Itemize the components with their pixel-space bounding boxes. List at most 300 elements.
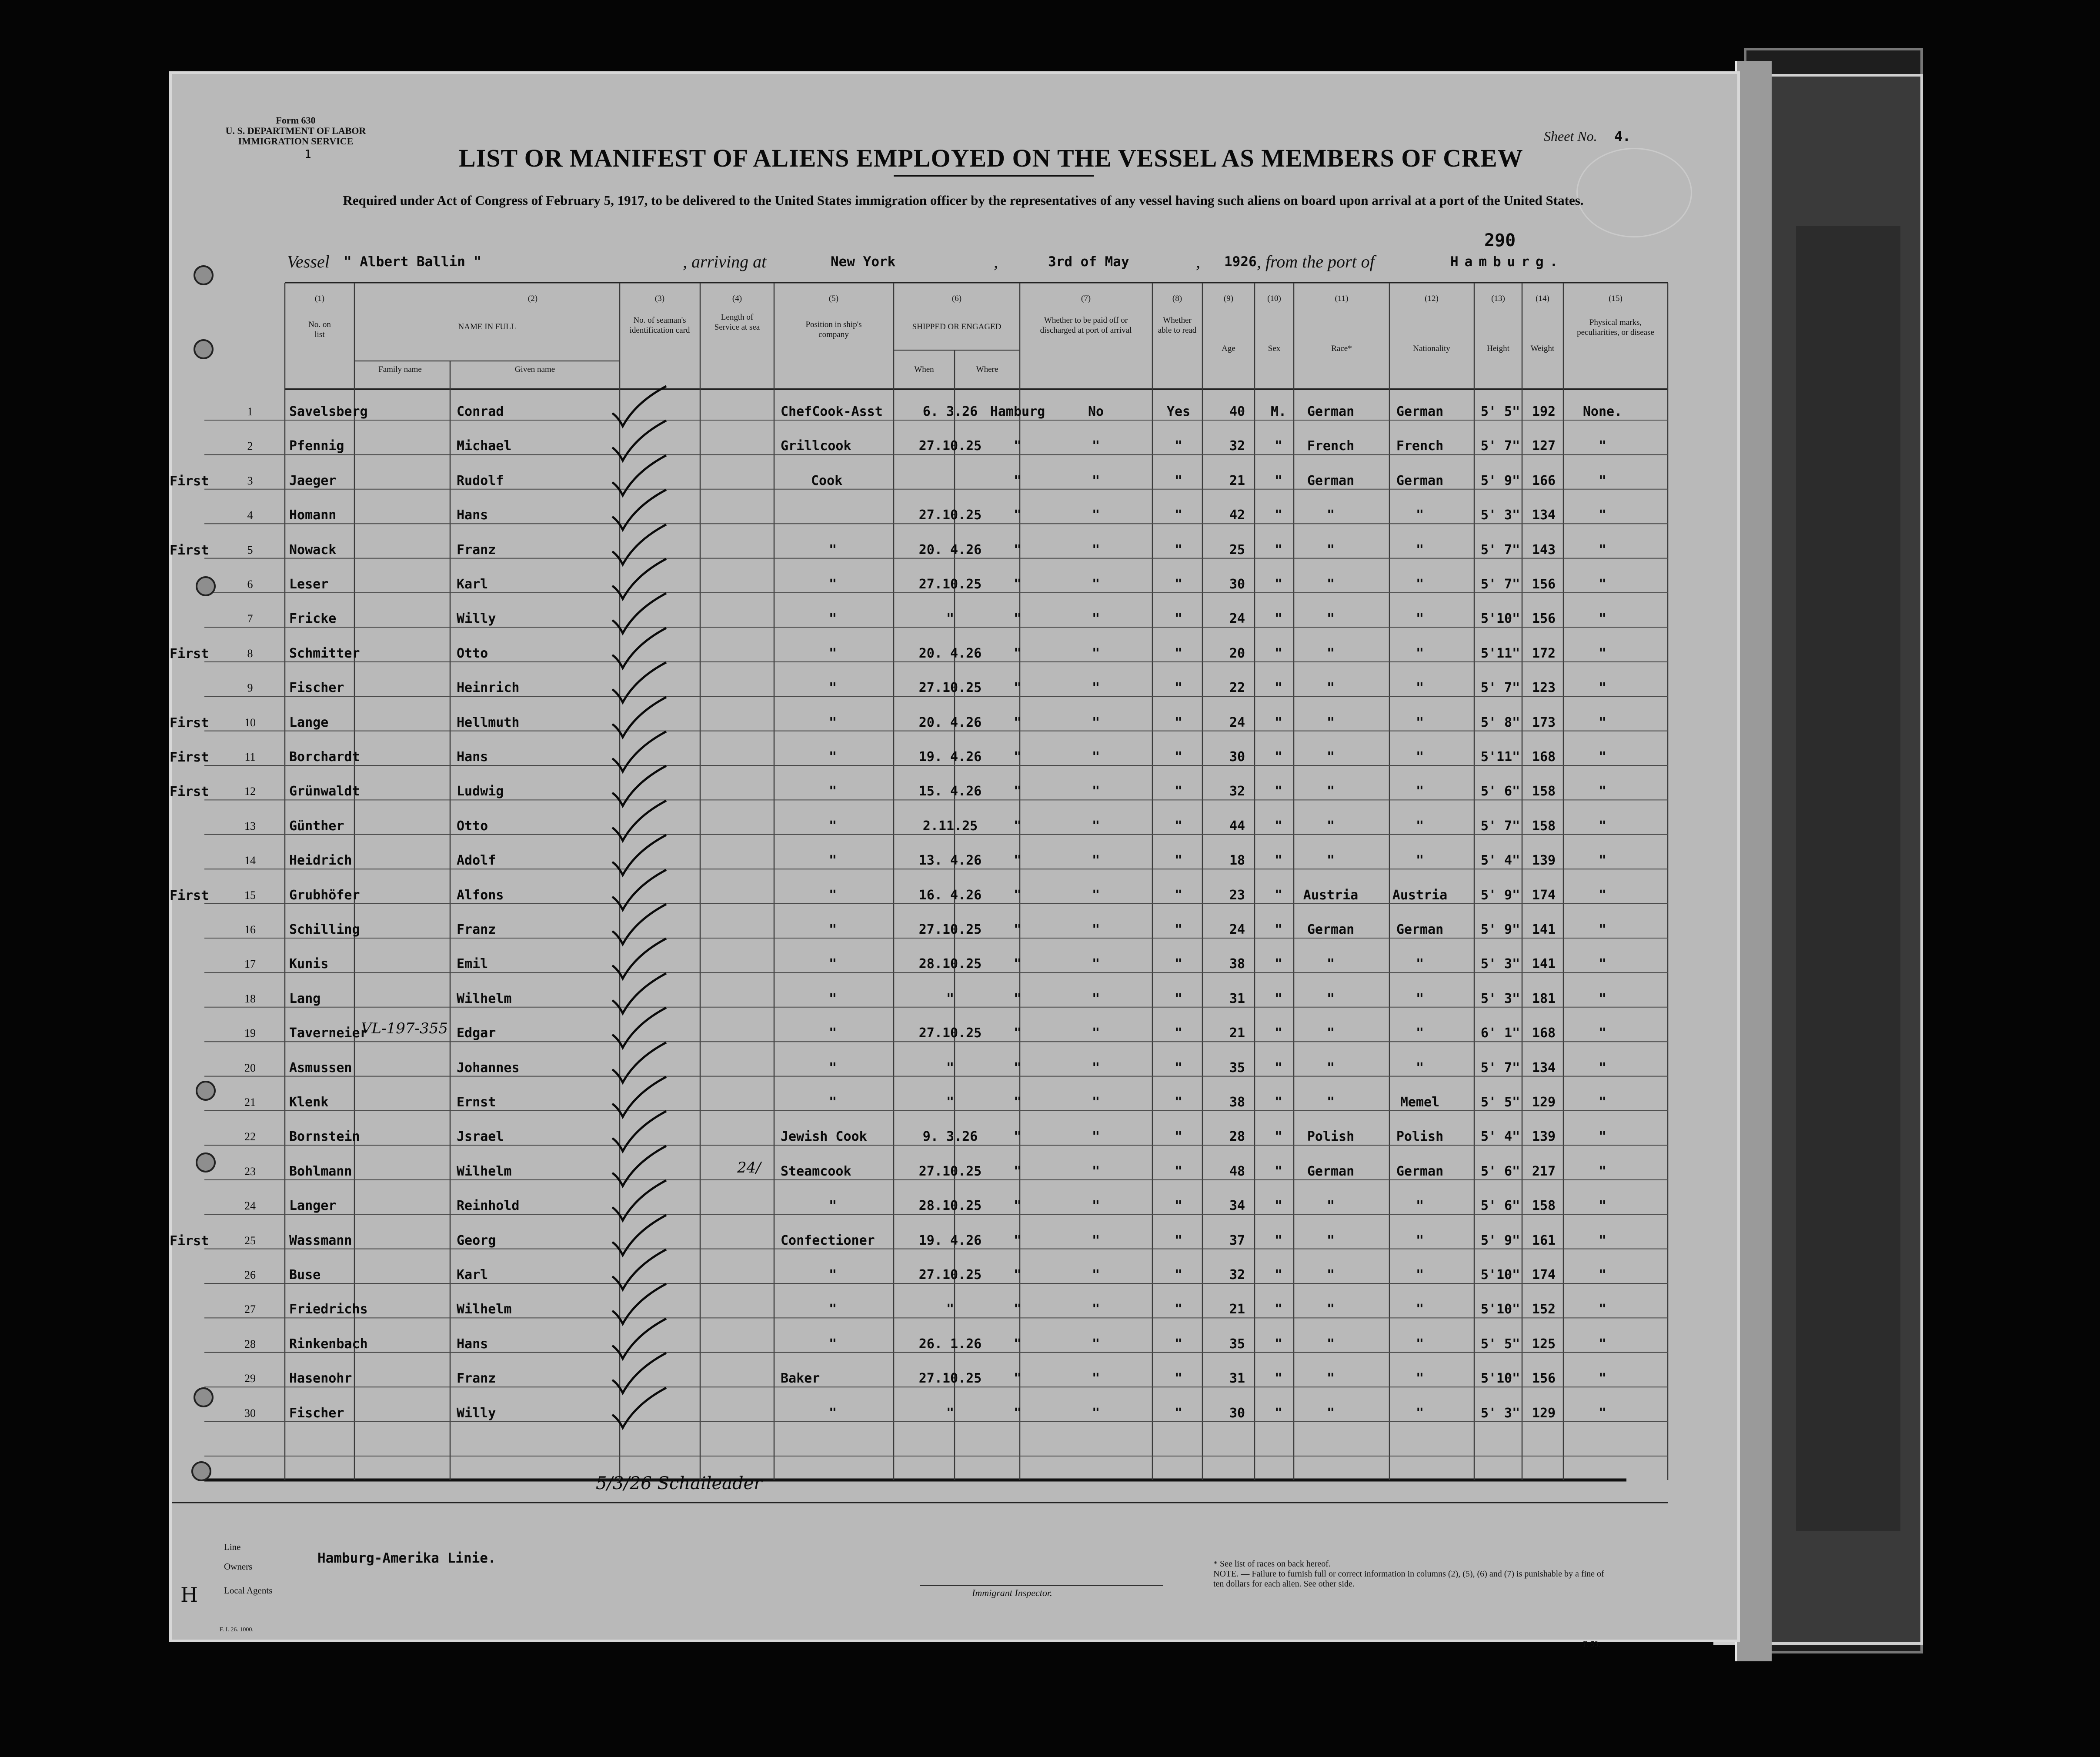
cell-height: 5' 7" (1480, 680, 1520, 696)
cell-given: Karl (457, 577, 488, 592)
cell-age: 28 (1229, 1129, 1245, 1145)
cell-race: " (1326, 1267, 1335, 1283)
binder-hole (196, 1152, 216, 1172)
cell-when: 27.10.25 (918, 438, 982, 454)
cell-read: " (1174, 784, 1183, 799)
cell-when: 27.10.25 (918, 577, 982, 592)
cell-paid: " (1092, 887, 1100, 903)
local-agents-label: Local Agents (224, 1585, 273, 1596)
cell-race: " (1326, 1025, 1335, 1041)
cell-given: Johannes (457, 1060, 520, 1076)
cell-read: " (1174, 1198, 1183, 1214)
cell-position: " (828, 542, 837, 558)
cell-no: 20 (244, 1061, 256, 1074)
cell-where: " (1013, 680, 1022, 696)
cell-given: Willy (457, 611, 496, 627)
from-label: , from the port of (1257, 252, 1375, 271)
cell-where: " (1013, 1233, 1022, 1248)
cell-where: Hamburg (990, 404, 1045, 419)
cell-family: Hasenohr (289, 1371, 352, 1386)
arrival-year: 1926 (1224, 254, 1257, 270)
cell-age: 30 (1229, 577, 1245, 592)
cell-nat: " (1416, 645, 1424, 661)
separator: , (994, 252, 998, 271)
cell-height: 5'10" (1480, 1371, 1520, 1386)
cell-when: 27.10.25 (918, 1267, 982, 1283)
cell-race: " (1326, 645, 1335, 661)
cell-paid: " (1092, 542, 1100, 558)
cell-sex: " (1274, 749, 1283, 765)
cell-where: " (1013, 508, 1022, 523)
cell-age: 38 (1229, 956, 1245, 972)
arriving-label: , arriving at (683, 252, 767, 271)
cell-nat: German (1396, 1163, 1444, 1179)
cell-height: 5' 3" (1480, 956, 1520, 972)
manifest-page (170, 74, 1737, 1648)
cell-family: Schmitter (289, 645, 360, 661)
cell-race: " (1326, 1060, 1335, 1076)
department: U. S. DEPARTMENT OF LABOR (225, 125, 366, 136)
cell-nat: " (1416, 577, 1424, 592)
cell-position: " (828, 1405, 837, 1421)
cell-weight: 139 (1532, 853, 1556, 868)
cell-where: " (1013, 1060, 1022, 1076)
cell-height: 5' 5" (1480, 404, 1520, 419)
cell-weight: 143 (1532, 542, 1556, 558)
cell-position: " (828, 680, 837, 696)
cell-no: 22 (244, 1130, 256, 1143)
cell-read: " (1174, 1163, 1183, 1179)
cell-family: Fischer (289, 1405, 344, 1421)
cell-when: " (946, 1060, 955, 1076)
vessel-name: " Albert Ballin " (344, 254, 482, 270)
cell-where: " (1013, 1129, 1022, 1145)
cell-where: " (1013, 1371, 1022, 1386)
printer-mark: F. I. 26. 1000. (220, 1627, 254, 1633)
cell-paid: " (1092, 991, 1100, 1006)
binder-hole (196, 576, 216, 596)
cell-race: Austria (1303, 887, 1359, 903)
cell-given: Alfons (457, 887, 504, 903)
corner-mark: 1 (304, 148, 311, 161)
cell-position: " (828, 1302, 837, 1317)
line-label: Line (224, 1542, 241, 1552)
cell-age: 38 (1229, 1095, 1245, 1110)
stamp-number: 290 (1484, 230, 1516, 251)
cell-given: Jsrael (457, 1129, 504, 1145)
cell-weight: 156 (1532, 611, 1556, 627)
cell-weight: 127 (1532, 438, 1556, 454)
cell-where: " (1013, 1302, 1022, 1317)
cell-sex: " (1274, 818, 1283, 834)
cell-read: " (1174, 645, 1183, 661)
margin-note: First (170, 888, 209, 903)
cell-when: 2.11.25 (922, 818, 978, 834)
cell-given: Michael (457, 438, 512, 454)
cell-sex: " (1274, 784, 1283, 799)
cell-race: " (1326, 749, 1335, 765)
cell-where: " (1013, 473, 1022, 488)
cell-race: " (1326, 715, 1335, 730)
cell-nat: German (1396, 473, 1444, 488)
cell-read: " (1174, 1025, 1183, 1041)
header-where: Where (976, 365, 998, 374)
cell-no: 29 (244, 1372, 256, 1385)
form-code: F. 53. (1583, 1640, 1601, 1648)
cell-sex: " (1274, 1025, 1283, 1041)
cell-sex: M. (1270, 404, 1287, 419)
cell-position: " (828, 577, 837, 592)
cell-race: " (1326, 818, 1335, 834)
checkmark-icon (609, 1384, 670, 1432)
cell-age: 22 (1229, 680, 1245, 696)
cell-where: " (1013, 1405, 1022, 1421)
cell-when: " (946, 1405, 955, 1421)
cell-sex: " (1274, 1371, 1283, 1386)
binder-hole (194, 1387, 214, 1407)
cell-when: 28.10.25 (918, 956, 982, 972)
header-marks: Physical marks, peculiarities, or disease (1577, 318, 1654, 337)
margin-note: First (170, 1233, 209, 1249)
cell-sex: " (1274, 922, 1283, 937)
cell-position: " (828, 1198, 837, 1214)
cell-no: 14 (244, 854, 256, 867)
header-position: Position in ship's company (805, 320, 862, 339)
cell-paid: " (1092, 784, 1100, 799)
cell-family: Leser (289, 577, 329, 592)
cell-race: " (1326, 508, 1335, 523)
header-n5: (5) (828, 294, 839, 303)
cell-height: 5' 9" (1480, 473, 1520, 488)
cell-read: " (1174, 715, 1183, 730)
cell-marks: " (1598, 473, 1607, 488)
cell-when: 20. 4.26 (918, 645, 982, 661)
inspector-signature: 5/3/26 Schaileader (596, 1473, 762, 1493)
cell-sex: " (1274, 991, 1283, 1006)
cell-nat: " (1416, 1025, 1424, 1041)
cell-no: 3 (247, 474, 253, 487)
binder-hole (194, 265, 214, 285)
cell-given: Wilhelm (457, 1302, 512, 1317)
cell-height: 5' 6" (1480, 1163, 1520, 1179)
cell-sex: " (1274, 542, 1283, 558)
cell-nat: " (1416, 1233, 1424, 1248)
margin-note: First (170, 646, 209, 661)
cell-read: " (1174, 991, 1183, 1006)
cell-family: Klenk (289, 1095, 329, 1110)
handwritten-note: 24/ (737, 1159, 761, 1176)
cell-position: " (828, 922, 837, 937)
cell-age: 21 (1229, 1302, 1245, 1317)
cell-no: 16 (244, 923, 256, 936)
cell-marks: " (1598, 715, 1607, 730)
cell-no: 18 (244, 992, 256, 1005)
cell-where: " (1013, 1336, 1022, 1352)
cell-weight: 139 (1532, 1129, 1556, 1145)
cell-sex: " (1274, 438, 1283, 454)
inspector-signature-line (920, 1585, 1163, 1586)
cell-when: 13. 4.26 (918, 853, 982, 868)
cell-when: 9. 3.26 (922, 1129, 978, 1145)
cell-race: German (1307, 404, 1355, 419)
cell-no: 17 (244, 958, 256, 971)
cell-race: " (1326, 1302, 1335, 1317)
cell-weight: 141 (1532, 922, 1556, 937)
cell-family: Asmussen (289, 1060, 352, 1076)
cell-age: 35 (1229, 1336, 1245, 1352)
header-n6: (6) (952, 294, 962, 303)
cell-given: Karl (457, 1267, 488, 1283)
sheet-label: Sheet No. (1544, 128, 1597, 144)
cell-nat: German (1396, 922, 1444, 937)
header-n8: (8) (1172, 294, 1182, 303)
cell-race: " (1326, 1371, 1335, 1386)
cell-no: 26 (244, 1269, 256, 1281)
cell-where: " (1013, 1095, 1022, 1110)
cell-given: Willy (457, 1405, 496, 1421)
cell-marks: " (1598, 438, 1607, 454)
cell-given: Wilhelm (457, 1163, 512, 1179)
cell-given: Hans (457, 1336, 488, 1352)
cell-when: 27.10.25 (918, 922, 982, 937)
cell-when: 15. 4.26 (918, 784, 982, 799)
cell-read: " (1174, 1233, 1183, 1248)
cell-marks: " (1598, 1095, 1607, 1110)
cell-no: 5 (247, 543, 253, 556)
cell-when: " (946, 1302, 955, 1317)
cell-where: " (1013, 956, 1022, 972)
header-n10: (10) (1267, 294, 1281, 303)
cell-marks: " (1598, 1025, 1607, 1041)
cell-given: Franz (457, 922, 496, 937)
cell-age: 18 (1229, 853, 1245, 868)
header-n9: (9) (1223, 294, 1234, 303)
cell-age: 30 (1229, 749, 1245, 765)
cell-nat: Austria (1392, 887, 1448, 903)
cell-height: 5' 3" (1480, 991, 1520, 1006)
header-race: Race* (1331, 344, 1352, 353)
cell-nat: " (1416, 1060, 1424, 1076)
arrival-date: 3rd of May (1048, 254, 1129, 270)
departure-port: Hamburg. (1450, 254, 1564, 270)
header-no: No. on list (308, 320, 331, 339)
header-n4: (4) (732, 294, 742, 303)
cell-position: ChefCook-Asst (781, 404, 883, 419)
cell-read: " (1174, 818, 1183, 834)
cell-paid: " (1092, 818, 1100, 834)
cell-read: " (1174, 680, 1183, 696)
cell-race: " (1326, 680, 1335, 696)
cell-paid: " (1092, 1233, 1100, 1248)
cell-sex: " (1274, 1095, 1283, 1110)
cell-marks: " (1598, 853, 1607, 868)
cell-no: 6 (247, 578, 253, 591)
cell-marks: " (1598, 1302, 1607, 1317)
cell-race: " (1326, 853, 1335, 868)
cell-nat: " (1416, 1302, 1424, 1317)
cell-no: 1 (247, 405, 253, 418)
cell-marks: None. (1583, 404, 1623, 419)
cell-given: Ludwig (457, 784, 504, 799)
cell-weight: 168 (1532, 749, 1556, 765)
cell-given: Otto (457, 645, 488, 661)
cell-paid: " (1092, 1371, 1100, 1386)
binder-hole (191, 1461, 211, 1481)
cell-weight: 158 (1532, 1198, 1556, 1214)
cell-no: 25 (244, 1234, 256, 1247)
cell-given: Reinhold (457, 1198, 520, 1214)
cell-weight: 125 (1532, 1336, 1556, 1352)
cell-sex: " (1274, 1405, 1283, 1421)
cell-nat: " (1416, 611, 1424, 627)
cell-when: 6. 3.26 (922, 404, 978, 419)
cell-nat: Polish (1396, 1129, 1444, 1145)
cell-position: Jewish Cook (781, 1129, 867, 1145)
cell-read: " (1174, 1267, 1183, 1283)
header-family: Family name (378, 365, 422, 374)
cell-marks: " (1598, 611, 1607, 627)
cell-position: Grillcook (781, 438, 851, 454)
cell-sex: " (1274, 1198, 1283, 1214)
cell-family: Lang (289, 991, 321, 1006)
header-n15: (15) (1609, 294, 1623, 303)
cell-position: " (828, 1060, 837, 1076)
cell-race: German (1307, 473, 1355, 488)
cell-position: " (828, 784, 837, 799)
cell-sex: " (1274, 1302, 1283, 1317)
cell-position: " (828, 715, 837, 730)
header-n13: (13) (1491, 294, 1505, 303)
cell-race: " (1326, 784, 1335, 799)
cell-age: 48 (1229, 1163, 1245, 1179)
cell-family: Taverneier (289, 1025, 368, 1041)
cell-height: 5' 7" (1480, 542, 1520, 558)
cell-paid: " (1092, 956, 1100, 972)
cell-nat: " (1416, 715, 1424, 730)
cell-given: Rudolf (457, 473, 504, 488)
cell-paid: " (1092, 1129, 1100, 1145)
cell-when: " (946, 991, 955, 1006)
cell-when: 16. 4.26 (918, 887, 982, 903)
header-n14: (14) (1536, 294, 1549, 303)
cell-marks: " (1598, 1371, 1607, 1386)
cell-read: " (1174, 922, 1183, 937)
header-nationality: Nationality (1413, 344, 1450, 353)
header-n11: (11) (1335, 294, 1349, 303)
cell-weight: 129 (1532, 1405, 1556, 1421)
cell-position: " (828, 956, 837, 972)
cell-when: 20. 4.26 (918, 715, 982, 730)
cell-nat: " (1416, 680, 1424, 696)
cell-read: " (1174, 1095, 1183, 1110)
cell-sex: " (1274, 1129, 1283, 1145)
cell-family: Lange (289, 715, 329, 730)
arrival-port: New York (831, 254, 896, 270)
cell-race: " (1326, 1405, 1335, 1421)
cell-height: 5' 3" (1480, 1405, 1520, 1421)
cell-given: Hellmuth (457, 715, 520, 730)
cell-age: 24 (1229, 922, 1245, 937)
cell-given: Georg (457, 1233, 496, 1248)
cell-sex: " (1274, 1233, 1283, 1248)
cell-read: " (1174, 1129, 1183, 1145)
cell-where: " (1013, 577, 1022, 592)
cell-when: 19. 4.26 (918, 1233, 982, 1248)
header-n1: (1) (314, 294, 325, 303)
cell-nat: " (1416, 956, 1424, 972)
header-n2: (2) (528, 294, 538, 303)
cell-family: Fricke (289, 611, 337, 627)
cell-marks: " (1598, 784, 1607, 799)
cell-age: 30 (1229, 1405, 1245, 1421)
cell-height: 5' 4" (1480, 1129, 1520, 1145)
cell-no: 2 (247, 440, 253, 453)
cell-age: 34 (1229, 1198, 1245, 1214)
cell-height: 5'10" (1480, 1302, 1520, 1317)
cell-age: 24 (1229, 611, 1245, 627)
cell-weight: 166 (1532, 473, 1556, 488)
cell-height: 5' 7" (1480, 438, 1520, 454)
cell-read: " (1174, 611, 1183, 627)
cell-position: " (828, 991, 837, 1006)
cell-family: Savelsberg (289, 404, 368, 419)
cell-no: 15 (244, 889, 256, 902)
cell-height: 5' 5" (1480, 1095, 1520, 1110)
cell-when: " (946, 611, 955, 627)
cell-height: 5' 9" (1480, 1233, 1520, 1248)
cell-marks: " (1598, 956, 1607, 972)
cell-when: 19. 4.26 (918, 749, 982, 765)
cell-where: " (1013, 611, 1022, 627)
cell-nat: " (1416, 1371, 1424, 1386)
header-sex: Sex (1268, 344, 1281, 353)
cell-nat: " (1416, 818, 1424, 834)
cell-when: 20. 4.26 (918, 542, 982, 558)
page-title: LIST OR MANIFEST OF ALIENS EMPLOYED ON THE VESSEL AS MEMBERS OF CREW (459, 144, 1523, 172)
cell-given: Ernst (457, 1095, 496, 1110)
cell-given: Hans (457, 508, 488, 523)
cell-paid: " (1092, 577, 1100, 592)
cell-sex: " (1274, 1336, 1283, 1352)
cell-weight: 161 (1532, 1233, 1556, 1248)
cell-marks: " (1598, 1233, 1607, 1248)
cell-weight: 129 (1532, 1095, 1556, 1110)
cell-read: " (1174, 956, 1183, 972)
cell-weight: 156 (1532, 1371, 1556, 1386)
cell-position: " (828, 1095, 837, 1110)
cell-where: " (1013, 749, 1022, 765)
cell-position: Baker (781, 1371, 820, 1386)
cell-marks: " (1598, 577, 1607, 592)
cell-position: " (828, 1025, 837, 1041)
vessel-label: Vessel (287, 252, 330, 271)
cell-weight: 168 (1532, 1025, 1556, 1041)
cell-height: 5'10" (1480, 611, 1520, 627)
cell-height: 5' 8" (1480, 715, 1520, 730)
cell-no: 8 (247, 647, 253, 660)
cell-weight: 181 (1532, 991, 1556, 1006)
cell-family: Kunis (289, 956, 329, 972)
header-shipped: SHIPPED OR ENGAGED (912, 322, 1002, 331)
cell-read: " (1174, 508, 1183, 523)
cell-weight: 173 (1532, 715, 1556, 730)
cell-sex: " (1274, 680, 1283, 696)
cell-paid: " (1092, 1198, 1100, 1214)
cell-read: " (1174, 887, 1183, 903)
cell-weight: 217 (1532, 1163, 1556, 1179)
cell-nat: " (1416, 1198, 1424, 1214)
cell-no: 28 (244, 1337, 256, 1350)
